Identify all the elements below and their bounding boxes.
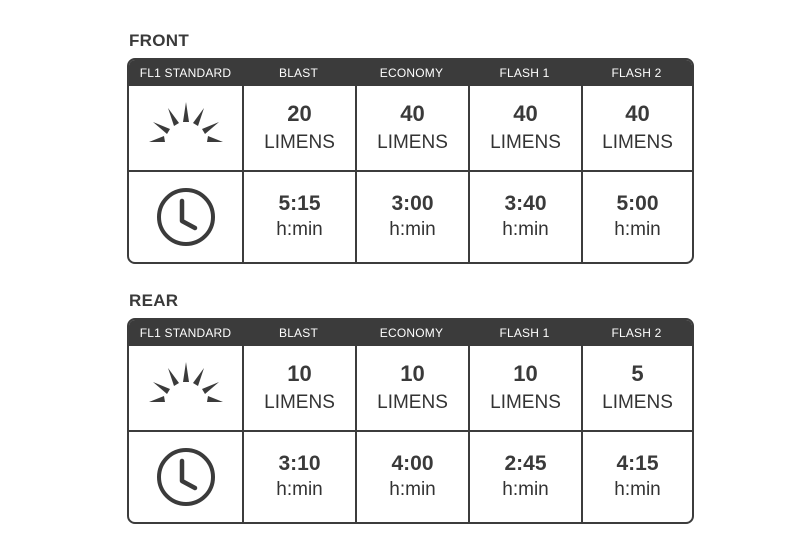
runtime-unit: h:min <box>502 219 549 240</box>
runtime-value: 3:40 <box>504 192 547 215</box>
rear-title: REAR <box>129 291 179 310</box>
front-economy-lumens <box>355 86 468 170</box>
front-runtime-row <box>129 170 692 262</box>
header-flash-1: FLASH 1 <box>499 326 550 340</box>
front-flash1-runtime <box>468 172 581 262</box>
lumen-value: 20 <box>287 101 312 126</box>
clock-icon <box>129 432 242 522</box>
header-economy: ECONOMY <box>379 66 444 80</box>
lumen-value: 10 <box>513 361 538 386</box>
runtime-value: 5:15 <box>278 192 321 215</box>
header-economy: ECONOMY <box>379 326 444 340</box>
front-header-row <box>129 60 692 86</box>
runtime-value: 5:00 <box>616 192 659 215</box>
header-flash-2: FLASH 2 <box>611 326 662 340</box>
lumen-value: 10 <box>400 361 425 386</box>
lumen-unit: LIMENS <box>602 392 673 413</box>
sun-rays-icon <box>129 86 242 170</box>
lumen-value: 40 <box>400 101 425 126</box>
runtime-value: 3:00 <box>391 192 434 215</box>
rear-runtime-row <box>129 430 692 522</box>
header-blast: BLAST <box>278 326 318 340</box>
front-spec-table <box>127 58 694 264</box>
runtime-value: 4:15 <box>616 452 659 475</box>
header-fl1-standard: FL1 STANDARD <box>139 326 232 340</box>
rear-flash2-lumens <box>581 346 692 430</box>
lumen-unit: LIMENS <box>264 132 335 153</box>
header-flash-2: FLASH 2 <box>611 66 662 80</box>
rear-flash1-runtime <box>468 432 581 522</box>
sun-rays-icon <box>129 346 242 430</box>
front-blast-lumens <box>242 86 355 170</box>
runtime-unit: h:min <box>276 219 323 240</box>
runtime-unit: h:min <box>389 219 436 240</box>
front-flash1-lumens <box>468 86 581 170</box>
rear-economy-lumens <box>355 346 468 430</box>
lumen-unit: LIMENS <box>377 392 448 413</box>
lumen-value: 40 <box>513 101 538 126</box>
front-title: FRONT <box>129 31 190 50</box>
rear-header-row <box>129 320 692 346</box>
lumen-value: 10 <box>287 361 312 386</box>
rear-flash1-lumens <box>468 346 581 430</box>
runtime-unit: h:min <box>389 479 436 500</box>
runtime-unit: h:min <box>276 479 323 500</box>
front-economy-runtime <box>355 172 468 262</box>
front-flash2-lumens <box>581 86 692 170</box>
front-lumen-row <box>129 86 692 170</box>
runtime-value: 4:00 <box>391 452 434 475</box>
rear-lumen-row <box>129 346 692 430</box>
lumen-unit: LIMENS <box>490 392 561 413</box>
rear-spec-table <box>127 318 694 524</box>
header-blast: BLAST <box>278 66 318 80</box>
lumen-value: 5 <box>631 361 644 386</box>
header-fl1-standard: FL1 STANDARD <box>139 66 232 80</box>
clock-icon <box>129 172 242 262</box>
runtime-unit: h:min <box>614 479 661 500</box>
lumen-unit: LIMENS <box>377 132 448 153</box>
lumen-unit: LIMENS <box>490 132 561 153</box>
runtime-value: 3:10 <box>278 452 321 475</box>
front-section <box>127 30 694 264</box>
runtime-unit: h:min <box>502 479 549 500</box>
header-flash-1: FLASH 1 <box>499 66 550 80</box>
rear-economy-runtime <box>355 432 468 522</box>
rear-blast-lumens <box>242 346 355 430</box>
rear-section <box>127 290 694 524</box>
lumen-value: 40 <box>625 101 650 126</box>
front-flash2-runtime <box>581 172 692 262</box>
runtime-value: 2:45 <box>504 452 547 475</box>
rear-blast-runtime <box>242 432 355 522</box>
rear-flash2-runtime <box>581 432 692 522</box>
runtime-unit: h:min <box>614 219 661 240</box>
front-blast-runtime <box>242 172 355 262</box>
lumen-unit: LIMENS <box>602 132 673 153</box>
lumen-unit: LIMENS <box>264 392 335 413</box>
